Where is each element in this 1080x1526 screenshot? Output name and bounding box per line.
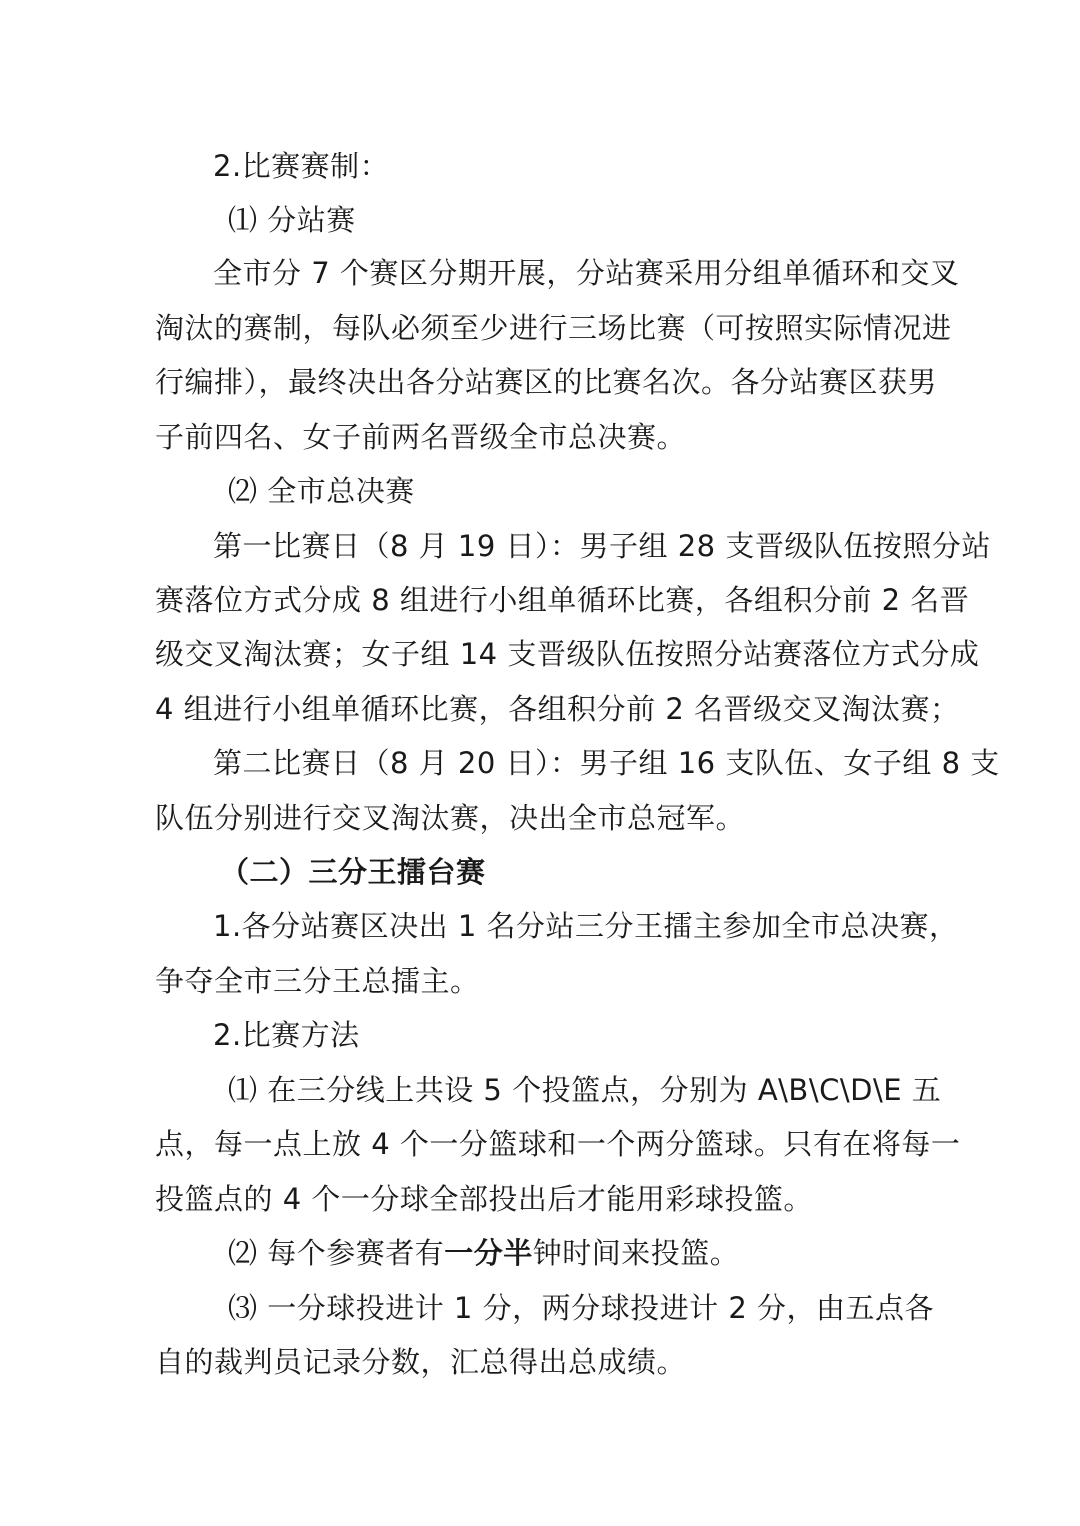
paragraph-line: 4 组进行小组单循环比赛，各组积分前 2 名晋级交叉淘汰赛； xyxy=(155,692,960,726)
paragraph-line: 淘汰的赛制，每队必须至少进行三场比赛（可按照实际情况进 xyxy=(155,311,952,345)
paragraph-line: 投篮点的 4 个一分球全部投出后才能用彩球投篮。 xyxy=(155,1182,813,1216)
paragraph-line: 队伍分别进行交叉淘汰赛，决出全市总冠军。 xyxy=(155,801,746,835)
paragraph-line: ⑴ 在三分线上共设 5 个投篮点，分别为 A\B\C\D\E 五 xyxy=(228,1073,942,1107)
paragraph-line: 第二比赛日（8 月 20 日）：男子组 16 支队伍、女子组 8 支 xyxy=(213,746,1000,780)
subheading-city-final: ⑵ 全市总决赛 xyxy=(228,474,415,508)
text-segment: ⑵ 每个参赛者有 xyxy=(228,1236,445,1270)
paragraph-line: 第一比赛日（8 月 19 日）：男子组 28 支晋级队伍按照分站 xyxy=(213,529,991,563)
paragraph-line: 子前四名、女子前两名晋级全市总决赛。 xyxy=(155,420,687,454)
paragraph-line: 1.各分站赛区决出 1 名分站三分王擂主参加全市总决赛， xyxy=(213,909,959,943)
paragraph-line: 赛落位方式分成 8 组进行小组单循环比赛，各组积分前 2 名晋 xyxy=(155,583,970,617)
paragraph-line: 点，每一点上放 4 个一分篮球和一个两分篮球。只有在将每一 xyxy=(155,1127,961,1161)
paragraph-line xyxy=(228,1233,1018,1273)
paragraph-line: 全市分 7 个赛区分期开展，分站赛采用分组单循环和交叉 xyxy=(213,256,960,290)
heading-competition-format: 2.比赛赛制： xyxy=(213,149,390,183)
heading-competition-method: 2.比赛方法 xyxy=(213,1018,360,1052)
paragraph-line: 级交叉淘汰赛；女子组 14 支晋级队伍按照分站赛落位方式分成 xyxy=(155,637,980,671)
text-segment: 钟时间来投篮。 xyxy=(532,1236,740,1270)
paragraph-line: 行编排），最终决出各分站赛区的比赛名次。各分站赛区获男 xyxy=(155,365,938,399)
subheading-sub-station: ⑴ 分站赛 xyxy=(228,203,356,237)
paragraph-line: ⑶ 一分球投进计 1 分，两分球投进计 2 分，由五点各 xyxy=(228,1291,934,1325)
section-heading-three-point: （二）三分王擂台赛 xyxy=(220,855,486,889)
paragraph-line: 争夺全市三分王总擂主。 xyxy=(155,964,480,998)
emphasis-text: 一分半 xyxy=(444,1236,533,1270)
paragraph-line: 自的裁判员记录分数，汇总得出总成绩。 xyxy=(155,1345,687,1379)
